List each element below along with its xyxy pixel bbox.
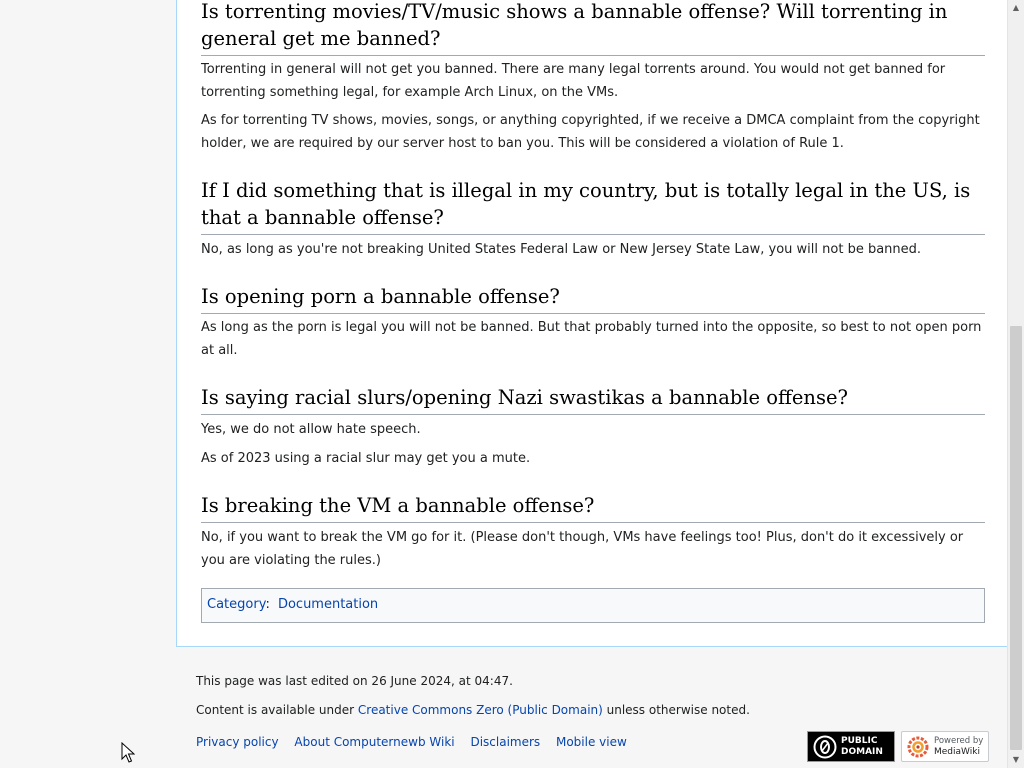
badge-pd-line1: PUBLIC	[841, 736, 878, 746]
heading-illegal-country: If I did something that is illegal in my country, but is totally legal in the US, is that a bannable offense?	[201, 177, 985, 235]
scroll-down-arrow-icon[interactable]: ▼	[1012, 755, 1020, 764]
vertical-scrollbar[interactable]	[1007, 0, 1024, 768]
paragraph-porn: As long as the porn is legal you will not be banned. But that probably turned into the opposite, so best to not open porn at all.	[201, 320, 982, 358]
footer-link-privacy[interactable]: Privacy policy	[196, 735, 279, 749]
mediawiki-flower-icon	[907, 736, 929, 758]
category-label-link[interactable]: Category	[207, 597, 266, 612]
footer-license	[196, 702, 750, 718]
badge-mw-line1: Powered by	[934, 736, 984, 746]
heading-racial-slurs: Is saying racial slurs/opening Nazi swastikas a bannable offense?	[201, 384, 985, 415]
paragraph-illegal-country: No, as long as you're not breaking United States Federal Law or New Jersey State Law, you will not be banned.	[201, 242, 922, 257]
scroll-up-arrow-icon[interactable]: ▲	[1012, 3, 1020, 12]
cc-zero-icon	[813, 735, 837, 759]
footer-places	[196, 734, 639, 750]
scrollbar-thumb[interactable]	[1010, 326, 1022, 750]
heading-breaking-vm: Is breaking the VM a bannable offense?	[201, 492, 985, 523]
category-colon: :	[265, 597, 274, 612]
license-suffix: unless otherwise noted.	[602, 703, 750, 717]
public-domain-badge[interactable]	[807, 731, 895, 762]
paragraph-breaking-vm: No, if you want to break the VM go for it. (Please don't though, VMs have feelings too! Plus, don't do it excessively or you are violating the rules.)	[201, 530, 964, 568]
category-documentation-link[interactable]: Documentation	[277, 597, 379, 612]
paragraph-racial-slurs-1: Yes, we do not allow hate speech.	[201, 422, 421, 437]
category-links	[201, 588, 985, 623]
powered-by-mediawiki-badge[interactable]	[901, 731, 989, 762]
badge-mw-line2: MediaWiki	[934, 747, 980, 757]
paragraph-racial-slurs-2: As of 2023 using a racial slur may get you a mute.	[201, 451, 531, 466]
content-area	[176, 0, 1007, 647]
footer-link-mobile-view[interactable]: Mobile view	[555, 735, 627, 749]
mouse-cursor-icon	[121, 742, 135, 764]
footer-link-disclaimers[interactable]: Disclaimers	[470, 735, 541, 749]
badge-pd-line2: DOMAIN	[841, 747, 883, 757]
paragraph-torrenting-1: Torrenting in general will not get you banned. There are many legal torrents around. You would not get banned for torrenting something legal, for example Arch Linux, on the VMs.	[201, 62, 946, 100]
footer-last-edited: This page was last edited on 26 June 2024, at 04:47.	[196, 674, 513, 688]
heading-porn: Is opening porn a bannable offense?	[201, 283, 985, 314]
paragraph-torrenting-2: As for torrenting TV shows, movies, songs, or anything copyrighted, if we receive a DMCA complaint from the copyright holder, we are required by our server host to ban you. This will be considered a violation of Rule 1.	[201, 113, 980, 151]
heading-torrenting: Is torrenting movies/TV/music shows a bannable offense? Will torrenting in general get me banned?	[201, 0, 985, 56]
license-prefix: Content is available under	[196, 703, 358, 717]
license-link[interactable]: Creative Commons Zero (Public Domain)	[357, 703, 603, 717]
footer-link-about[interactable]: About Computernewb Wiki	[294, 735, 455, 749]
